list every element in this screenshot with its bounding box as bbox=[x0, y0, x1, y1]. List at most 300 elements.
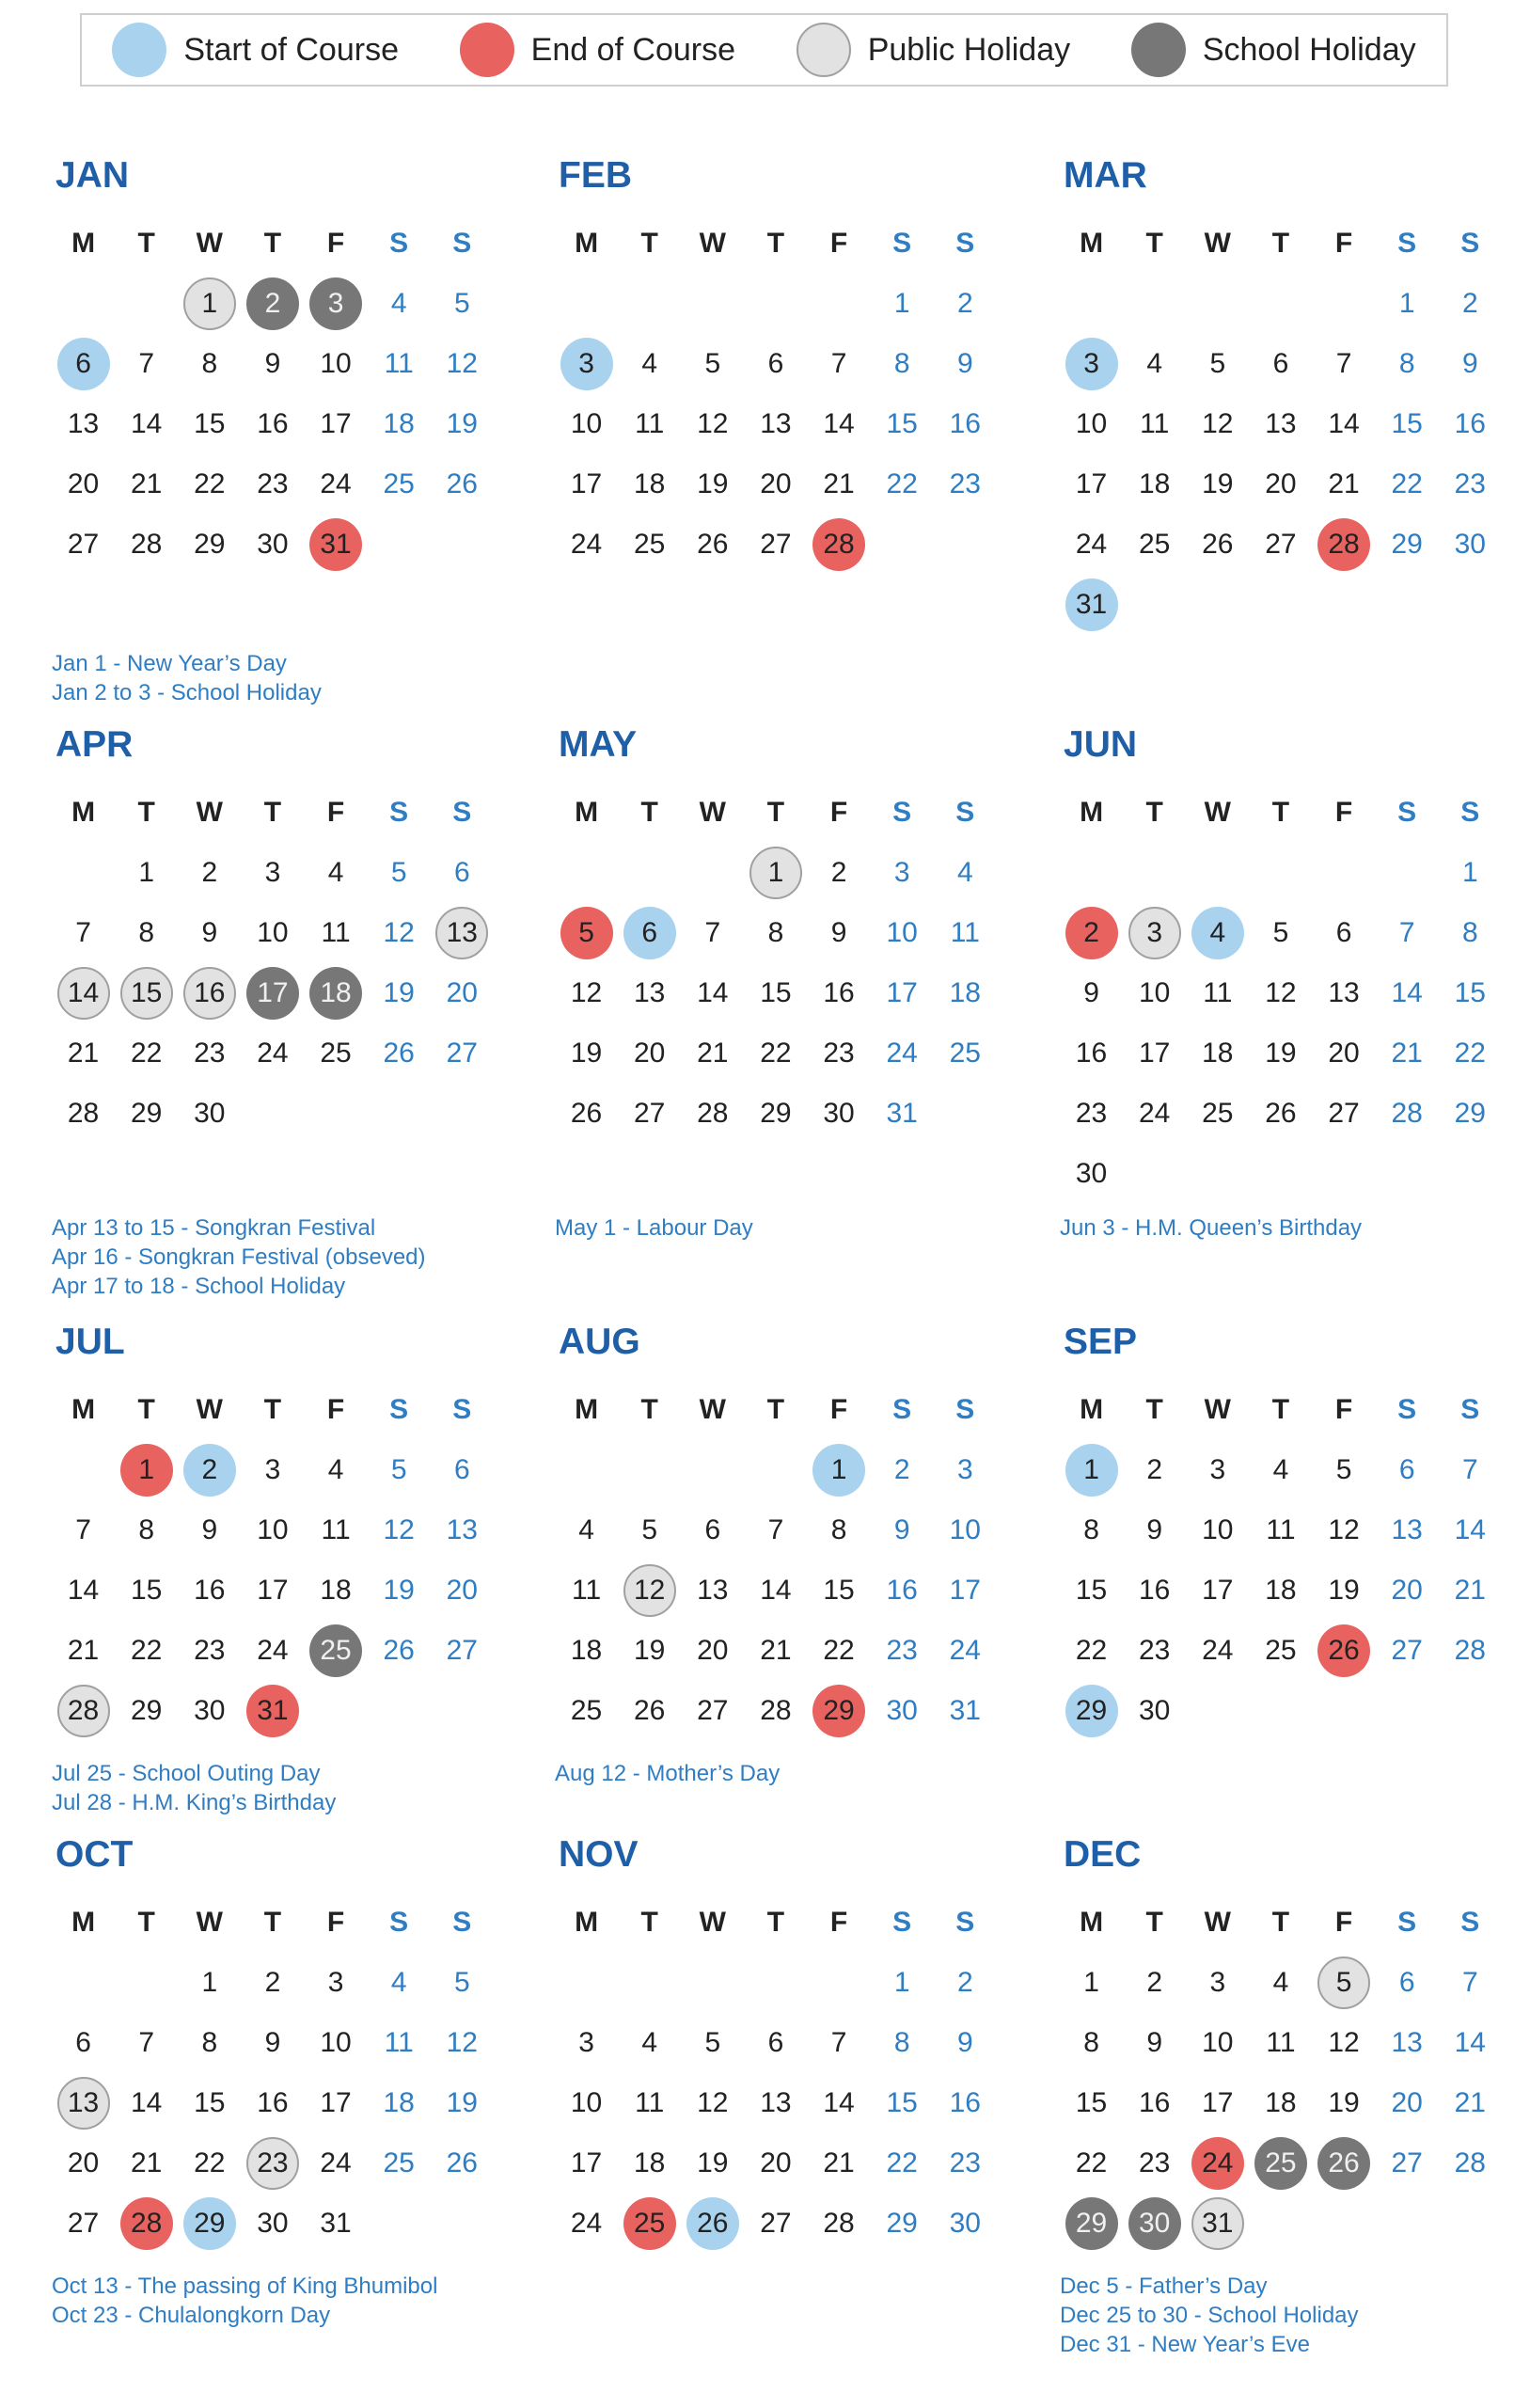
weekday-header: S bbox=[955, 1394, 975, 1425]
day-number: 14 bbox=[823, 408, 855, 439]
day-cell bbox=[681, 1560, 744, 1621]
weekday-header: T bbox=[766, 1907, 785, 1938]
day-marker-pub: 16 bbox=[183, 967, 236, 1020]
day-cell bbox=[1439, 334, 1502, 394]
day-number: 14 bbox=[67, 1575, 100, 1606]
day-number: 5 bbox=[641, 1514, 658, 1545]
day-number: 15 bbox=[1391, 408, 1423, 439]
day-cell bbox=[934, 903, 997, 963]
day-marker-pub: 12 bbox=[623, 1564, 676, 1617]
day-cell bbox=[1439, 515, 1502, 575]
day-cell bbox=[1376, 2133, 1439, 2194]
day-cell bbox=[555, 903, 618, 963]
day-number: 10 bbox=[886, 917, 918, 948]
day-cell bbox=[52, 1560, 115, 1621]
day-cell bbox=[681, 394, 744, 454]
day-cell bbox=[1186, 1023, 1249, 1084]
day-cell bbox=[1186, 1621, 1249, 1681]
month-grid bbox=[1060, 1380, 1502, 1741]
day-cell bbox=[241, 963, 304, 1023]
day-cell bbox=[431, 2013, 494, 2073]
day-number: 16 bbox=[886, 1575, 918, 1606]
day-cell bbox=[241, 2073, 304, 2133]
day-cell bbox=[1123, 903, 1186, 963]
day-cell bbox=[1376, 334, 1439, 394]
day-number: 1 bbox=[201, 1967, 218, 1998]
day-number: 27 bbox=[634, 1098, 666, 1129]
weekday-header: S bbox=[1460, 1907, 1480, 1938]
day-cell bbox=[1186, 2073, 1249, 2133]
empty-cell bbox=[555, 274, 618, 334]
day-cell bbox=[1186, 1560, 1249, 1621]
day-cell bbox=[305, 1500, 368, 1560]
day-cell bbox=[744, 2194, 807, 2254]
day-number: 18 bbox=[1265, 2087, 1297, 2118]
day-number: 25 bbox=[1202, 1098, 1234, 1129]
day-number: 11 bbox=[635, 2087, 665, 2118]
day-number: 4 bbox=[327, 857, 344, 888]
day-number: 2 bbox=[1461, 288, 1478, 319]
day-number: 30 bbox=[1075, 1158, 1108, 1189]
month-title: OCT bbox=[55, 1834, 134, 1875]
day-number: 9 bbox=[264, 2027, 281, 2058]
legend-item-public bbox=[797, 23, 1070, 77]
day-cell bbox=[1186, 903, 1249, 963]
day-number: 14 bbox=[1391, 977, 1423, 1008]
day-number: 13 bbox=[697, 1575, 729, 1606]
weekday-header: T bbox=[1271, 228, 1290, 259]
day-number: 19 bbox=[570, 1038, 603, 1069]
day-cell bbox=[52, 394, 115, 454]
day-number: 11 bbox=[635, 408, 665, 439]
weekday-header: T bbox=[263, 797, 282, 828]
holiday-note: Dec 25 to 30 - School Holiday bbox=[1060, 2303, 1359, 2328]
day-cell bbox=[555, 963, 618, 1023]
day-cell bbox=[1313, 2073, 1376, 2133]
day-cell bbox=[178, 903, 241, 963]
weekday-header: M bbox=[1080, 1907, 1104, 1938]
day-cell bbox=[52, 454, 115, 515]
month-title: APR bbox=[55, 724, 134, 765]
day-marker-start: 29 bbox=[1065, 1685, 1118, 1737]
month-title: JUL bbox=[55, 1322, 125, 1362]
weekday-header: M bbox=[1080, 797, 1104, 828]
day-cell bbox=[618, 2133, 681, 2194]
day-cell bbox=[1376, 1500, 1439, 1560]
day-cell bbox=[1376, 1440, 1439, 1500]
empty-cell bbox=[1060, 274, 1123, 334]
day-marker-pub: 3 bbox=[1128, 907, 1181, 959]
day-number: 12 bbox=[446, 2027, 478, 2058]
day-number: 10 bbox=[320, 348, 352, 379]
day-cell bbox=[744, 454, 807, 515]
day-cell bbox=[1439, 1084, 1502, 1144]
day-cell bbox=[305, 2133, 368, 2194]
day-cell bbox=[1249, 1560, 1312, 1621]
day-cell bbox=[305, 963, 368, 1023]
day-number: 26 bbox=[570, 1098, 603, 1129]
day-cell bbox=[618, 1023, 681, 1084]
day-number: 11 bbox=[950, 917, 980, 948]
legend-label: School Holiday bbox=[1202, 31, 1416, 68]
day-marker-end: 24 bbox=[1191, 2137, 1244, 2190]
day-cell bbox=[681, 515, 744, 575]
day-number: 2 bbox=[1146, 1454, 1163, 1485]
day-number: 24 bbox=[949, 1635, 981, 1666]
day-cell bbox=[681, 1681, 744, 1741]
weekday-header: S bbox=[389, 797, 409, 828]
day-number: 19 bbox=[634, 1635, 666, 1666]
day-cell bbox=[431, 1560, 494, 1621]
day-cell bbox=[368, 1500, 431, 1560]
day-number: 20 bbox=[1265, 468, 1297, 499]
day-cell bbox=[555, 394, 618, 454]
weekday-header: W bbox=[699, 228, 726, 259]
day-number: 16 bbox=[1139, 1575, 1171, 1606]
month-title: MAY bbox=[559, 724, 638, 765]
day-cell bbox=[305, 1621, 368, 1681]
day-number: 15 bbox=[1454, 977, 1486, 1008]
day-number: 2 bbox=[264, 1967, 281, 1998]
holiday-note: Dec 31 - New Year’s Eve bbox=[1060, 2332, 1310, 2357]
day-cell bbox=[871, 1953, 934, 2013]
weekday-header: S bbox=[389, 1394, 409, 1425]
day-marker-start: 29 bbox=[183, 2197, 236, 2250]
day-number: 6 bbox=[704, 1514, 721, 1545]
day-cell bbox=[241, 1500, 304, 1560]
day-cell bbox=[1249, 1621, 1312, 1681]
day-cell bbox=[808, 903, 871, 963]
day-number: 23 bbox=[949, 2147, 981, 2178]
weekday-header: M bbox=[575, 1907, 599, 1938]
weekday-header: W bbox=[196, 797, 223, 828]
day-cell bbox=[1313, 1023, 1376, 1084]
day-number: 21 bbox=[1454, 1575, 1486, 1606]
day-cell bbox=[1439, 2073, 1502, 2133]
day-cell bbox=[1123, 1560, 1186, 1621]
day-number: 17 bbox=[949, 1575, 981, 1606]
day-cell bbox=[1439, 2013, 1502, 2073]
day-marker-pub: 5 bbox=[1317, 1956, 1370, 2009]
day-cell bbox=[115, 454, 178, 515]
month-title: MAR bbox=[1064, 155, 1147, 196]
day-cell bbox=[431, 903, 494, 963]
legend bbox=[80, 13, 1448, 87]
day-marker-pub: 1 bbox=[183, 277, 236, 330]
day-cell bbox=[808, 963, 871, 1023]
day-cell bbox=[178, 2013, 241, 2073]
day-number: 26 bbox=[697, 529, 729, 560]
day-number: 14 bbox=[1454, 1514, 1486, 1545]
day-cell bbox=[934, 963, 997, 1023]
day-number: 12 bbox=[1328, 2027, 1360, 2058]
day-number: 8 bbox=[893, 348, 910, 379]
day-cell bbox=[431, 843, 494, 903]
day-number: 19 bbox=[1328, 2087, 1360, 2118]
day-cell bbox=[1060, 1440, 1123, 1500]
day-cell bbox=[305, 1440, 368, 1500]
day-number: 6 bbox=[767, 348, 784, 379]
day-number: 13 bbox=[1391, 2027, 1423, 2058]
day-marker-end: 2 bbox=[1065, 907, 1118, 959]
day-cell bbox=[431, 2073, 494, 2133]
day-number: 9 bbox=[264, 348, 281, 379]
day-cell bbox=[1060, 1560, 1123, 1621]
day-number: 27 bbox=[446, 1038, 478, 1069]
day-number: 14 bbox=[697, 977, 729, 1008]
day-number: 28 bbox=[823, 2208, 855, 2239]
day-number: 13 bbox=[1328, 977, 1360, 1008]
day-cell bbox=[871, 2133, 934, 2194]
holiday-note: Apr 16 - Songkran Festival (obseved) bbox=[52, 1244, 426, 1270]
day-number: 7 bbox=[1461, 1967, 1478, 1998]
weekday-header: S bbox=[1397, 228, 1417, 259]
day-cell bbox=[1439, 1440, 1502, 1500]
day-number: 5 bbox=[704, 348, 721, 379]
day-cell bbox=[618, 963, 681, 1023]
day-number: 11 bbox=[321, 1514, 351, 1545]
day-marker-pub: 28 bbox=[57, 1685, 110, 1737]
day-number: 7 bbox=[1461, 1454, 1478, 1485]
day-cell bbox=[52, 1681, 115, 1741]
day-cell bbox=[1439, 454, 1502, 515]
day-number: 24 bbox=[257, 1038, 289, 1069]
month-grid bbox=[555, 1380, 997, 1741]
day-number: 15 bbox=[886, 2087, 918, 2118]
day-cell bbox=[115, 334, 178, 394]
day-number: 12 bbox=[1328, 1514, 1360, 1545]
day-cell bbox=[115, 963, 178, 1023]
day-cell bbox=[871, 1500, 934, 1560]
school-holiday-dot-icon bbox=[1131, 23, 1186, 77]
weekday-header: T bbox=[1145, 228, 1163, 259]
empty-cell bbox=[744, 1440, 807, 1500]
day-number: 31 bbox=[886, 1098, 918, 1129]
day-cell bbox=[618, 1500, 681, 1560]
day-number: 10 bbox=[257, 1514, 289, 1545]
day-cell bbox=[305, 843, 368, 903]
day-cell bbox=[871, 2013, 934, 2073]
day-marker-sch: 29 bbox=[1065, 2197, 1118, 2250]
holiday-note: Oct 13 - The passing of King Bhumibol bbox=[52, 2273, 438, 2299]
day-cell bbox=[1123, 1681, 1186, 1741]
weekday-header: S bbox=[1397, 1394, 1417, 1425]
day-number: 24 bbox=[257, 1635, 289, 1666]
day-cell bbox=[555, 1500, 618, 1560]
month-notes bbox=[1060, 2272, 1530, 2359]
weekday-header: W bbox=[699, 1907, 726, 1938]
day-cell bbox=[555, 2013, 618, 2073]
empty-cell bbox=[618, 1953, 681, 2013]
day-cell bbox=[1376, 274, 1439, 334]
day-number: 11 bbox=[384, 2027, 414, 2058]
day-cell bbox=[1123, 1500, 1186, 1560]
day-cell bbox=[1060, 394, 1123, 454]
holiday-note: Jul 25 - School Outing Day bbox=[52, 1761, 321, 1786]
day-marker-start: 1 bbox=[812, 1444, 865, 1497]
holiday-note: Jul 28 - H.M. King’s Birthday bbox=[52, 1790, 337, 1815]
day-cell bbox=[1060, 1084, 1123, 1144]
day-number: 30 bbox=[194, 1695, 226, 1726]
day-number: 29 bbox=[194, 529, 226, 560]
weekday-header: F bbox=[1334, 1394, 1353, 1425]
empty-cell bbox=[808, 274, 871, 334]
day-number: 5 bbox=[704, 2027, 721, 2058]
day-cell bbox=[934, 2133, 997, 2194]
day-cell bbox=[1439, 903, 1502, 963]
day-cell bbox=[241, 843, 304, 903]
day-number: 19 bbox=[1265, 1038, 1297, 1069]
month-grid bbox=[52, 214, 494, 575]
day-marker-sch: 25 bbox=[309, 1624, 362, 1677]
day-number: 2 bbox=[830, 857, 847, 888]
day-number: 24 bbox=[570, 2208, 603, 2239]
day-number: 30 bbox=[257, 529, 289, 560]
day-number: 17 bbox=[570, 468, 603, 499]
day-number: 1 bbox=[138, 857, 155, 888]
day-number: 3 bbox=[956, 1454, 973, 1485]
day-number: 15 bbox=[823, 1575, 855, 1606]
day-number: 1 bbox=[1461, 857, 1478, 888]
day-number: 10 bbox=[1139, 977, 1171, 1008]
day-cell bbox=[871, 274, 934, 334]
day-cell bbox=[681, 2073, 744, 2133]
day-cell bbox=[1123, 1440, 1186, 1500]
day-marker-end: 28 bbox=[120, 2197, 173, 2250]
day-number: 22 bbox=[194, 2147, 226, 2178]
day-number: 17 bbox=[257, 1575, 289, 1606]
empty-cell bbox=[681, 843, 744, 903]
day-number: 6 bbox=[1398, 1454, 1415, 1485]
day-number: 7 bbox=[704, 917, 721, 948]
day-cell bbox=[555, 515, 618, 575]
day-number: 19 bbox=[697, 2147, 729, 2178]
day-cell bbox=[555, 334, 618, 394]
day-cell bbox=[115, 2013, 178, 2073]
day-number: 7 bbox=[75, 1514, 91, 1545]
day-number: 11 bbox=[1203, 977, 1233, 1008]
empty-cell bbox=[744, 274, 807, 334]
day-number: 5 bbox=[1209, 348, 1226, 379]
day-number: 22 bbox=[823, 1635, 855, 1666]
day-number: 21 bbox=[67, 1038, 100, 1069]
day-cell bbox=[871, 1084, 934, 1144]
day-number: 7 bbox=[1398, 917, 1415, 948]
day-cell bbox=[744, 515, 807, 575]
empty-cell bbox=[52, 843, 115, 903]
day-cell bbox=[871, 394, 934, 454]
day-cell bbox=[744, 963, 807, 1023]
day-number: 28 bbox=[1454, 2147, 1486, 2178]
day-cell bbox=[305, 1953, 368, 2013]
day-cell bbox=[934, 1440, 997, 1500]
day-number: 17 bbox=[1202, 2087, 1234, 2118]
day-cell bbox=[618, 2194, 681, 2254]
day-cell bbox=[368, 903, 431, 963]
day-cell bbox=[1313, 1084, 1376, 1144]
day-number: 10 bbox=[320, 2027, 352, 2058]
day-number: 26 bbox=[383, 1635, 415, 1666]
day-number: 6 bbox=[1398, 1967, 1415, 1998]
day-number: 25 bbox=[1265, 1635, 1297, 1666]
day-marker-pub: 23 bbox=[246, 2137, 299, 2190]
day-cell bbox=[1439, 1621, 1502, 1681]
day-cell bbox=[1439, 1560, 1502, 1621]
day-cell bbox=[1313, 454, 1376, 515]
day-marker-sch: 26 bbox=[1317, 2137, 1370, 2190]
day-cell bbox=[1439, 1953, 1502, 2013]
day-number: 16 bbox=[1075, 1038, 1108, 1069]
day-number: 27 bbox=[67, 529, 100, 560]
month-title: JUN bbox=[1064, 724, 1138, 765]
legend-label: Start of Course bbox=[183, 31, 399, 68]
weekday-header: M bbox=[1080, 228, 1104, 259]
day-cell bbox=[52, 334, 115, 394]
day-cell bbox=[368, 1023, 431, 1084]
day-cell bbox=[1060, 2133, 1123, 2194]
day-number: 5 bbox=[453, 1967, 470, 1998]
day-cell bbox=[368, 843, 431, 903]
day-number: 13 bbox=[446, 1514, 478, 1545]
day-number: 8 bbox=[893, 2027, 910, 2058]
day-number: 11 bbox=[384, 348, 414, 379]
day-number: 8 bbox=[767, 917, 784, 948]
holiday-note: Aug 12 - Mother’s Day bbox=[555, 1761, 781, 1786]
day-cell bbox=[808, 1560, 871, 1621]
day-number: 10 bbox=[1202, 1514, 1234, 1545]
day-number: 9 bbox=[1146, 2027, 1163, 2058]
weekday-header: F bbox=[326, 228, 345, 259]
day-cell bbox=[871, 334, 934, 394]
day-number: 10 bbox=[257, 917, 289, 948]
day-cell bbox=[681, 1084, 744, 1144]
weekday-header: F bbox=[326, 1907, 345, 1938]
empty-cell bbox=[1186, 274, 1249, 334]
day-cell bbox=[871, 454, 934, 515]
day-number: 6 bbox=[453, 857, 470, 888]
month-grid bbox=[1060, 214, 1502, 635]
month-grid bbox=[1060, 1893, 1502, 2254]
day-number: 12 bbox=[570, 977, 603, 1008]
day-cell bbox=[1123, 2013, 1186, 2073]
weekday-header: W bbox=[1204, 797, 1231, 828]
day-cell bbox=[241, 2013, 304, 2073]
day-cell bbox=[1313, 1500, 1376, 1560]
day-cell bbox=[934, 1560, 997, 1621]
holiday-note: May 1 - Labour Day bbox=[555, 1215, 753, 1241]
day-number: 4 bbox=[641, 348, 658, 379]
day-cell bbox=[1060, 334, 1123, 394]
day-number: 9 bbox=[201, 917, 218, 948]
day-marker-sch: 2 bbox=[246, 277, 299, 330]
day-cell bbox=[618, 515, 681, 575]
day-number: 4 bbox=[1272, 1454, 1289, 1485]
day-cell bbox=[1249, 454, 1312, 515]
day-number: 24 bbox=[886, 1038, 918, 1069]
day-number: 11 bbox=[1266, 2027, 1296, 2058]
day-cell bbox=[808, 515, 871, 575]
day-number: 14 bbox=[760, 1575, 792, 1606]
day-cell bbox=[431, 1500, 494, 1560]
day-number: 10 bbox=[1075, 408, 1108, 439]
day-number: 20 bbox=[446, 977, 478, 1008]
weekday-header: W bbox=[196, 1907, 223, 1938]
day-number: 21 bbox=[131, 468, 163, 499]
day-cell bbox=[1313, 1621, 1376, 1681]
day-cell bbox=[1123, 2073, 1186, 2133]
day-cell bbox=[241, 515, 304, 575]
day-number: 7 bbox=[138, 2027, 155, 2058]
